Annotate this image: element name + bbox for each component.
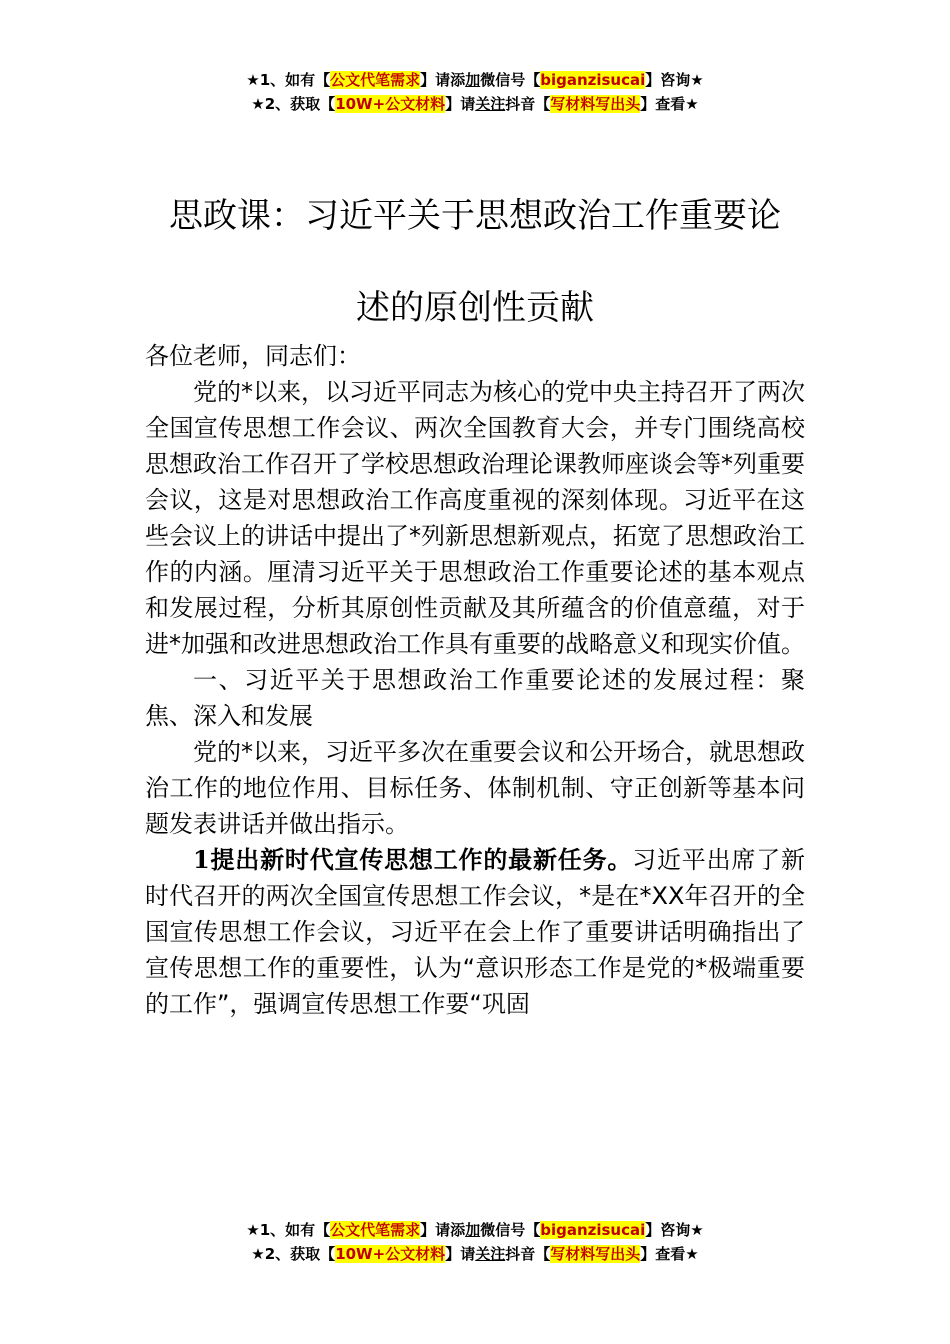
paragraph: 党的*以来，习近平多次在重要会议和公开场合，就思想政治工作的地位作用、目标任务、体制机制、守正创新等基本问题发表讲话并做出指示。 (145, 738, 805, 838)
banner-text: 抖音【 (505, 95, 551, 113)
banner-text: 微信号【 (480, 71, 541, 89)
banner-line-2 (0, 92, 950, 116)
document-body (145, 338, 805, 1022)
banner-text: 】请添 (420, 71, 466, 89)
banner-text: ★2、获取【 (251, 1245, 336, 1263)
banner-text: 】咨询★ (645, 1221, 704, 1239)
banner-text: ★1、如有【 (246, 1221, 331, 1239)
banner-text: ★2、获取【 (251, 95, 336, 113)
banner-highlight: biganzisucai (540, 1221, 646, 1239)
banner-underlined: 加 (465, 1221, 481, 1239)
paragraph: 党的*以来，以习近平同志为核心的党中央主持召开了两次全国宣传思想工作会议、两次全国教育大会，并专门围绕高校思想政治工作召开了学校思想政治理论课教师座谈会等*列重要会议，这是对思想政治工作高度重视的深刻体现。习近平在这些会议上的讲话中提出了*列新思想新观点，拓宽了思想政治工作的内涵。厘清习近平关于思想政治工作重要论述的基本观点和发展过程，分析其原创性贡献及其所蕴含的价值意蕴，对于进*加强和改进思想政治工作具有重要的战略意义和现实价值。 (145, 378, 805, 658)
banner-text: 】请 (445, 95, 476, 113)
banner-underlined: 关注 (475, 95, 506, 113)
banner-highlight: biganzisucai (540, 71, 646, 89)
banner-underlined: 关注 (475, 1245, 506, 1263)
document-title (145, 170, 805, 354)
banner-highlight: 公文代笔需求 (330, 1221, 421, 1239)
header-banner (0, 68, 950, 116)
banner-line-2 (0, 1242, 950, 1266)
banner-underlined: 加 (465, 71, 481, 89)
banner-line-1 (0, 1218, 950, 1242)
banner-text: 】查看★ (640, 95, 699, 113)
banner-highlight: 写材料写出头 (550, 1245, 641, 1263)
banner-text: 】查看★ (640, 1245, 699, 1263)
banner-text: 抖音【 (505, 1245, 551, 1263)
banner-text: 】请添 (420, 1221, 466, 1239)
title-line: 思政课：习近平关于思想政治工作重要论 (169, 196, 781, 236)
footer-banner (0, 1218, 950, 1266)
section-heading: 一、习近平关于思想政治工作重要论述的发展过程：聚焦、深入和发展 (145, 666, 805, 730)
banner-highlight: 公文代笔需求 (330, 71, 421, 89)
title-line: 述的原创性贡献 (356, 288, 594, 328)
salutation: 各位老师，同志们： (145, 342, 361, 370)
paragraph (145, 842, 805, 1022)
banner-highlight: 10W+公文材料 (335, 1245, 446, 1263)
banner-highlight: 10W+公文材料 (335, 95, 446, 113)
banner-line-1 (0, 68, 950, 92)
banner-text: 微信号【 (480, 1221, 541, 1239)
banner-highlight: 写材料写出头 (550, 95, 641, 113)
paragraph-text: 习近平出席了新时代召开的两次全国宣传思想工作会议，*是在*XX年召开的全国宣传思想工作会议，习近平在会上作了重要讲话明确指出了宣传思想工作的重要性，认为“意识形态工作是党的*极端重要的工作”，强调宣传思想工作要“巩固 (145, 846, 805, 1018)
banner-text: 】请 (445, 1245, 476, 1263)
banner-text: 】咨询★ (645, 71, 704, 89)
subheading-bold: 1提出新时代宣传思想工作的最新任务。 (193, 845, 633, 874)
banner-text: ★1、如有【 (246, 71, 331, 89)
